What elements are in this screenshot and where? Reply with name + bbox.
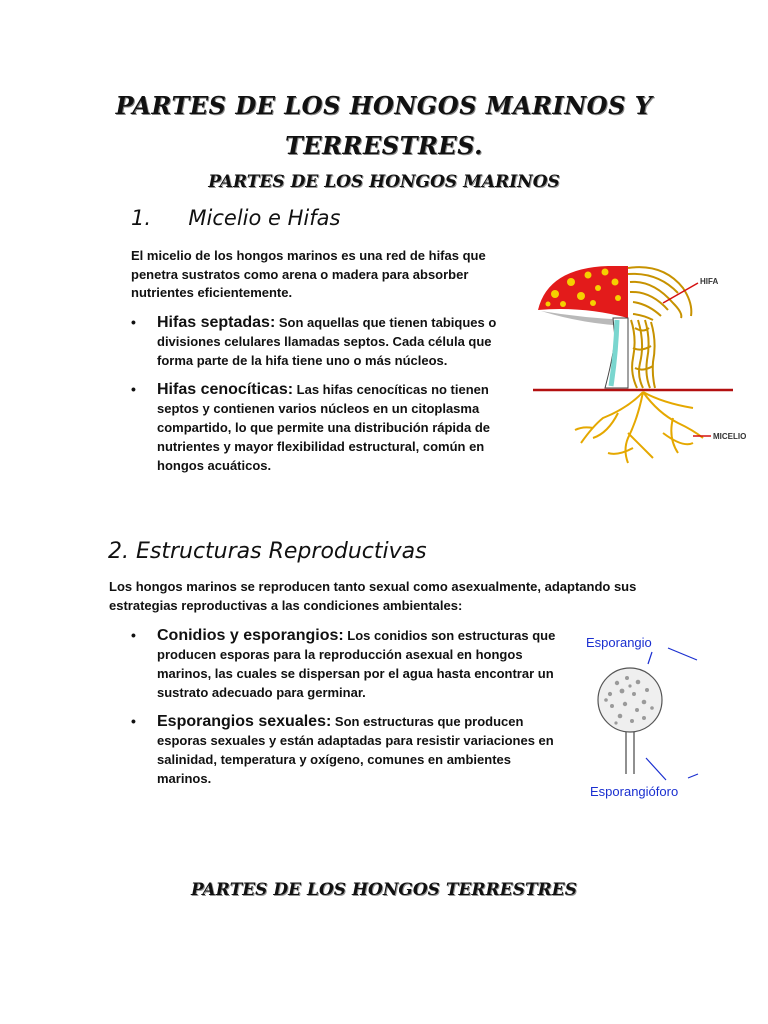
list-item: [131, 626, 557, 702]
esporangio-pointer-2: [668, 648, 697, 660]
section1-title: Micelio e Hifas: [188, 206, 341, 230]
list-item: [131, 313, 527, 370]
page-title: PARTES DE LOS HONGOS MARINOS Y TERRESTRES.: [115, 91, 653, 160]
section2-heading: 2. Estructuras Reproductivas: [108, 539, 427, 564]
section1-number: 1.: [131, 206, 152, 230]
section1-bullet-list: [131, 313, 527, 485]
label-esporangio: Esporangio: [586, 635, 652, 650]
esporangioforo-pointer-2: [688, 774, 698, 778]
subtitle-marinos: PARTES DE LOS HONGOS MARINOS: [208, 172, 560, 192]
bullet-lead: Hifas septadas:: [157, 314, 276, 331]
esporangioforo-pointer: [646, 758, 666, 780]
sporangium-diagram: [582, 628, 702, 803]
bullet-icon: •: [131, 627, 136, 643]
section1-intro: El micelio de los hongos marinos es una red de hifas que penetra sustratos como arena o madera para absorber nutrientes eficientemente.: [131, 248, 486, 300]
bullet-text: Son aquellas que tienen tabiques o divisiones celulares llamadas septos. Cada célula que forma parte de la hifa tiene uno o más núcleos.: [157, 315, 497, 368]
bullet-text: Los conidios son estructuras que producen esporas para la reproducción asexual en hongos marinos, las cuales se dispersan por el agua hasta encontrar un sustrato adecuado para germinar.: [157, 628, 556, 700]
mycelium: [575, 392, 703, 463]
label-micelio: MICELIO: [713, 432, 747, 441]
bullet-text: Las hifas cenocíticas no tienen septos y contienen varios núcleos en un citoplasma compartido, lo que permite una distribución rápida de nutrientes y mayor flexibilidad estructural, común en hongos acuáticos.: [157, 382, 490, 473]
bullet-text: Son estructuras que producen esporas sexuales y están adaptadas para resistir variaciones en salinidad, temperatura y oxígeno, comunes en ambientes marinos.: [157, 714, 554, 786]
list-item: [131, 380, 527, 475]
section1-heading: [131, 206, 340, 230]
mushroom-cap: [538, 266, 628, 318]
section2-bullet-list: [131, 626, 557, 798]
bullet-icon: •: [131, 314, 136, 330]
bullet-icon: •: [131, 713, 136, 729]
list-item: [131, 712, 557, 788]
bullet-lead: Esporangios sexuales:: [157, 713, 332, 730]
hyphae-mass: [628, 267, 691, 388]
label-hifa: HIFA: [700, 277, 719, 286]
esporangio-pointer: [648, 652, 652, 664]
bullet-lead: Hifas cenocíticas:: [157, 381, 294, 398]
bullet-icon: •: [131, 381, 136, 397]
subtitle-terrestres: PARTES DE LOS HONGOS TERRESTRES: [191, 880, 577, 900]
bullet-lead: Conidios y esporangios:: [157, 627, 344, 644]
section2-intro: Los hongos marinos se reproducen tanto sexual como asexualmente, adaptando sus estrategias reproductivas a las condiciones ambientales:: [109, 579, 637, 613]
mushroom-diagram: [533, 258, 747, 473]
label-esporangioforo: Esporangióforo: [590, 784, 679, 799]
